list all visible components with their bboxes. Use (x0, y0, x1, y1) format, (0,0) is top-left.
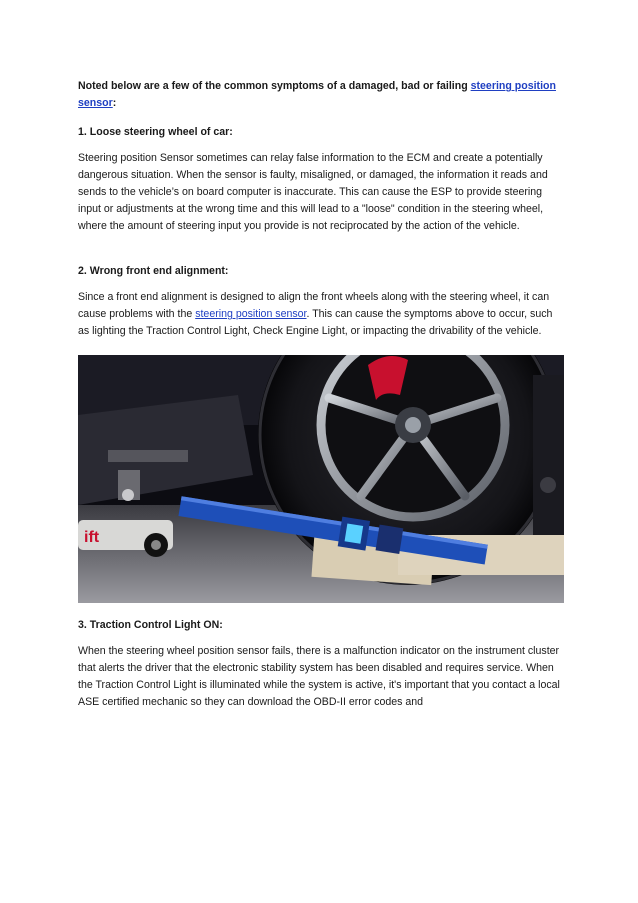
section-3-body: When the steering wheel position sensor fails, there is a malfunction indicator on the instrument cluster that alerts the driver that the electronic stability system has been disabled and requires service. When the Traction Control Light is illuminated while the system is active, it's important that you contact a local ASE certified mechanic so they can download the OBD-II error codes and (78, 645, 560, 708)
section-3-heading: 3. Traction Control Light ON: (78, 619, 223, 631)
section-1-heading: 1. Loose steering wheel of car: (78, 126, 233, 138)
section-2-body-after: . This can cause the symptoms above to occur, such as lighting the Traction Control Light, Check Engine Light, or impacting the drivability of the vehicle. (78, 308, 553, 337)
steering-position-sensor-link[interactable]: steering position sensor (78, 80, 556, 109)
intro-text: Noted below are a few of the common symptoms of a damaged, bad or failing (78, 80, 471, 92)
steering-position-sensor-link-2[interactable]: steering position sensor (195, 308, 307, 320)
intro-tail: : (112, 97, 117, 109)
intro-paragraph (78, 78, 564, 112)
section-2-heading: 2. Wrong front end alignment: (78, 265, 229, 277)
jack-brand-text: ift (84, 529, 100, 546)
wheel-alignment-photo (78, 355, 564, 603)
section-2-body-before: Since a front end alignment is designed to align the front wheels along with the steering wheel, it can cause problems with the (78, 291, 550, 320)
section-2-body (78, 289, 564, 340)
section-1-body: Steering position Sensor sometimes can relay false information to the ECM and create a potentially dangerous situation. When the sensor is faulty, misaligned, or damaged, the information it reads and sends to the vehicle’s on board computer is inaccurate. This can cause the ESP to provide steering input or adjustments at the wrong time and this will lead to a "loose" condition in the steering wheel, where the amount of steering input you provide is not reciprocated by the action of the vehicle. (78, 152, 548, 232)
